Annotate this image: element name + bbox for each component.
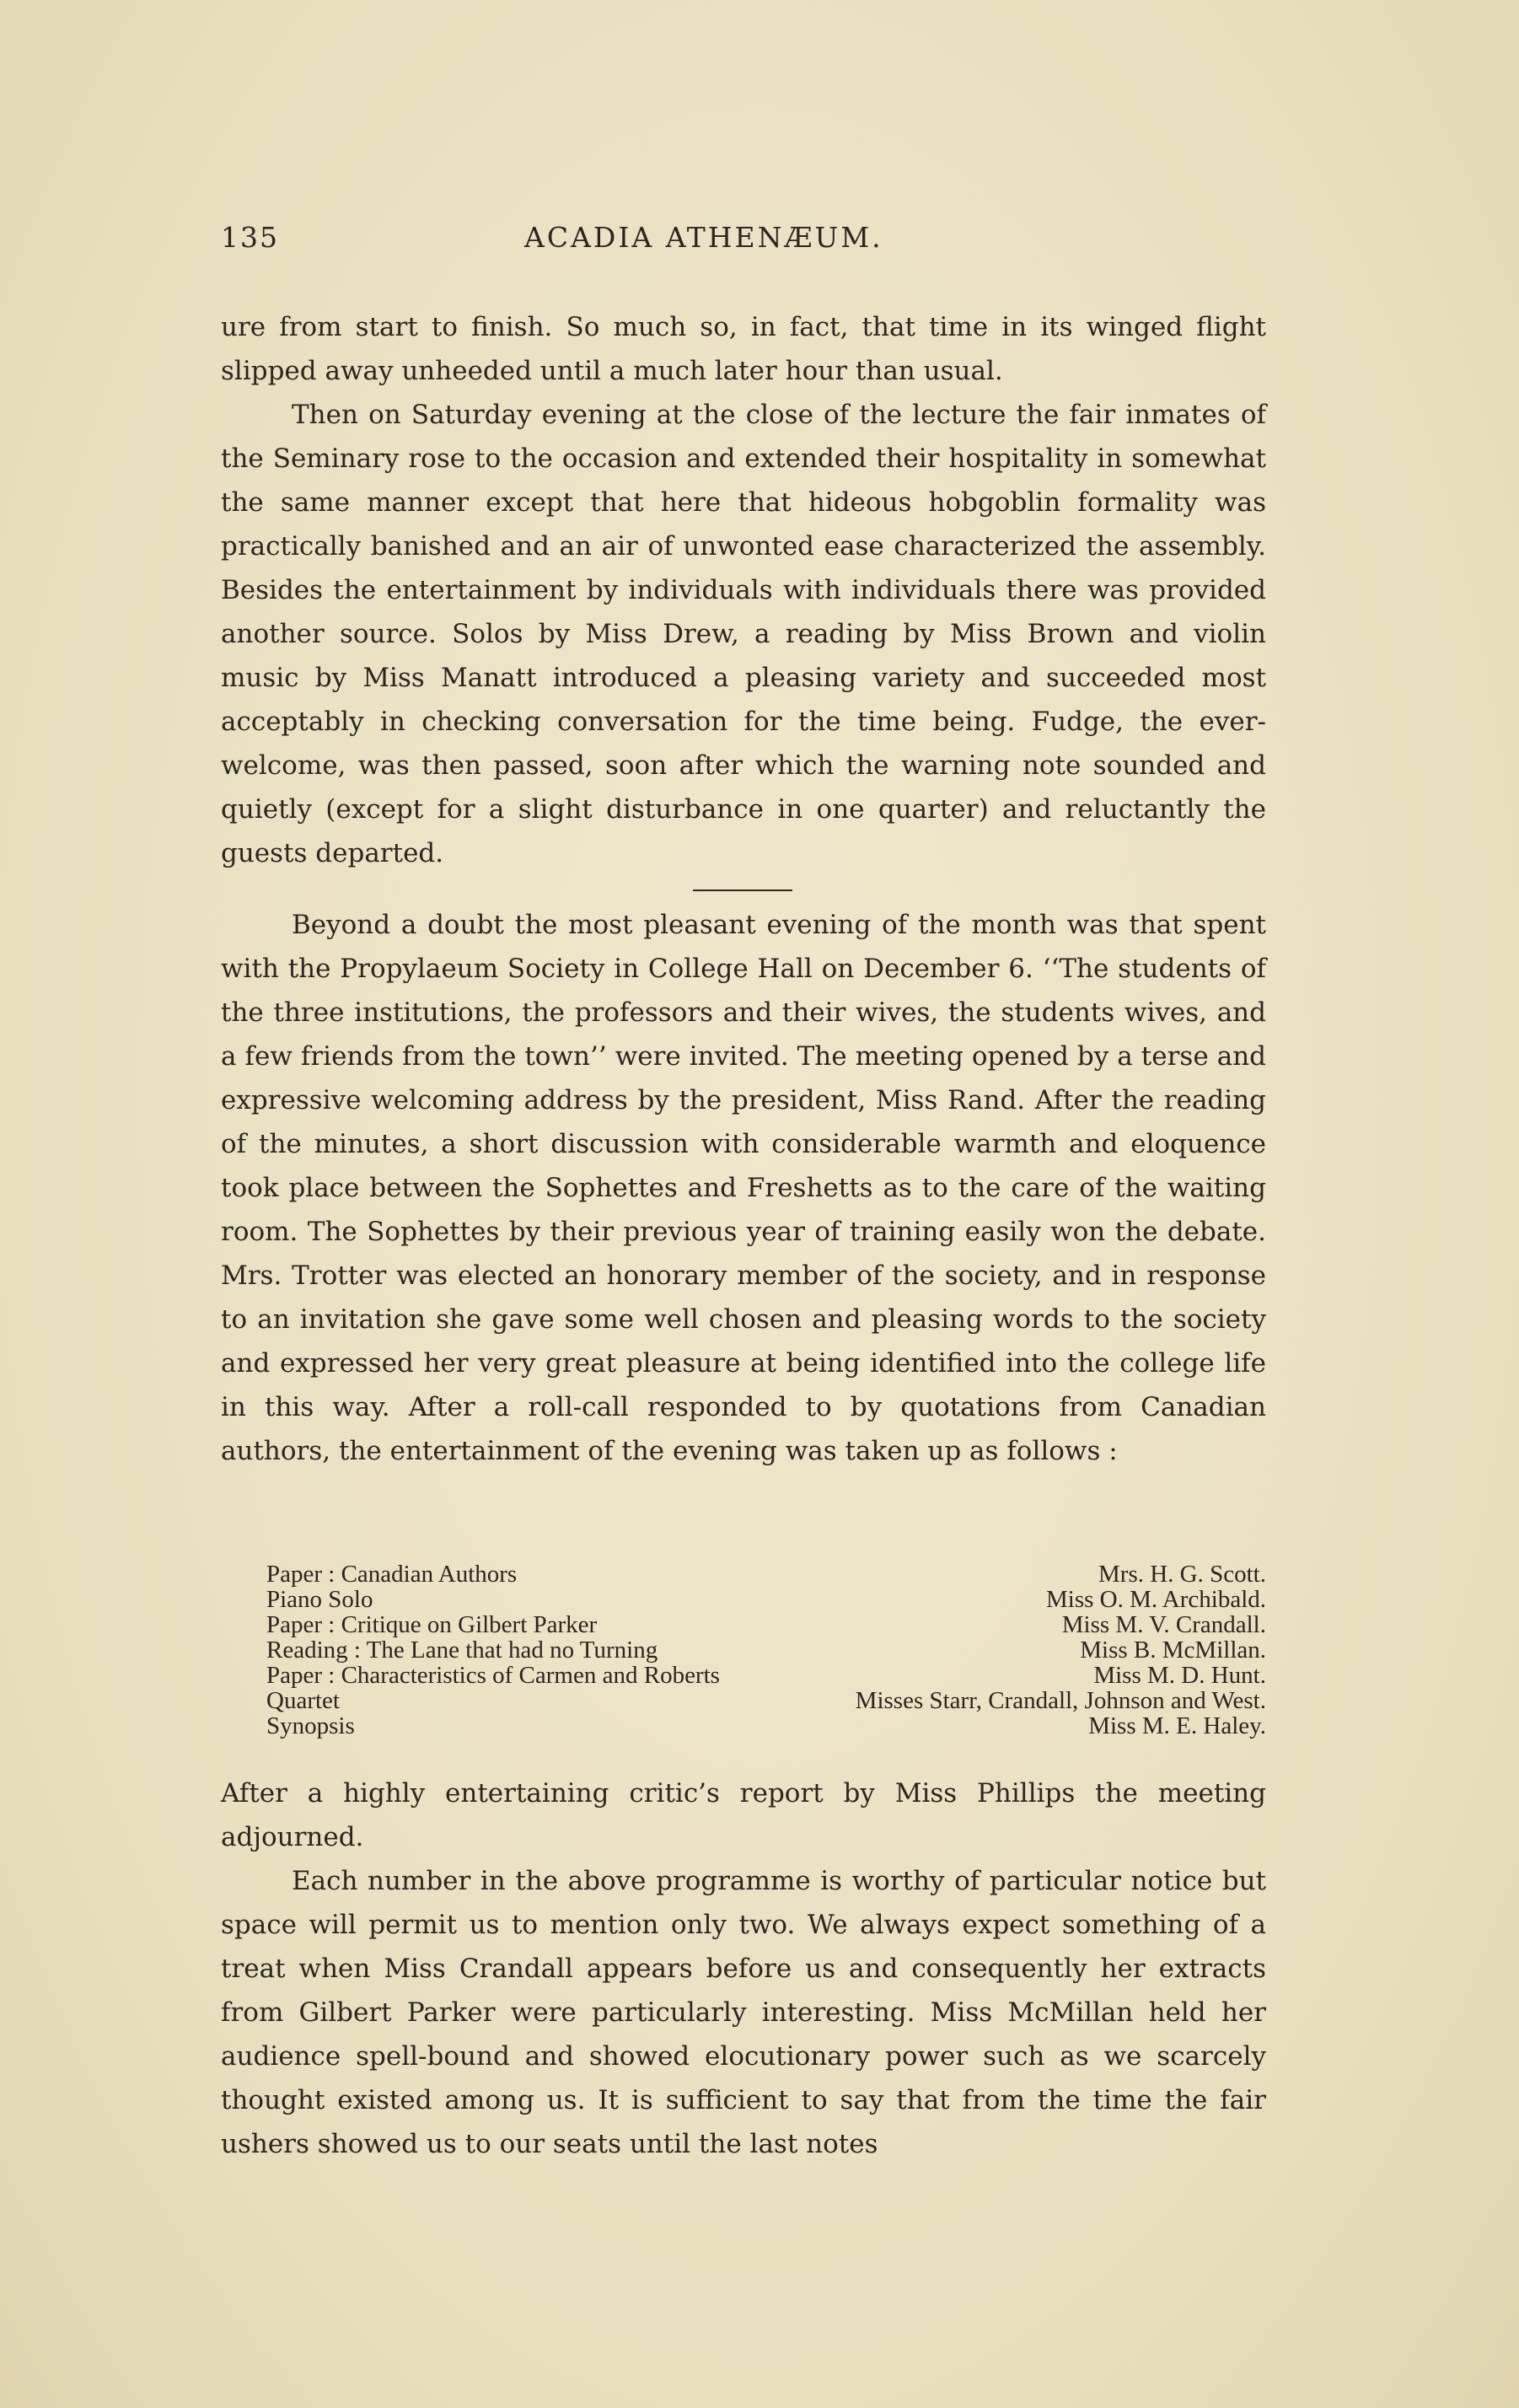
programme-item: Paper : Critique on Gilbert Parker [266,1611,598,1638]
programme-row [266,1713,1266,1739]
section-divider [693,890,792,891]
paragraph-propylaeum: Beyond a doubt the most pleasant evening of the month was that spent with the Propylaeum Society in College Hall on December 6. ‘‘The students of the three institutions, the professors and their wives, the students wives, and a few friends from the town’’ were invited. The meeting opened by a terse and expressive welcoming address by the president, Miss Rand. After the reading of the minutes, a short discussion with considerable warmth and eloquence took place between the Sophettes and Freshetts as to the care of the waiting room. The Sophettes by their previous year of training easily won the debate. Mrs. Trotter was elected an honorary member of the society, and in response to an invitation she gave some well chosen and pleasing words to the society and expressed her very great pleasure at being identified into the college life in this way. After a roll-call responded to by quotations from Canadian authors, the entertainment of the evening was taken up as follows : [221,910,1266,1466]
paragraph-adjourned: After a highly entertaining critic’s report by Miss Phillips the meeting adjourned. [221,1778,1266,1852]
programme-item: Paper : Characteristics of Carmen and Roberts [266,1662,720,1689]
propylaeum-section [221,903,1266,1473]
programme-row [266,1663,1266,1688]
running-header [221,221,1266,263]
programme-performer: Mrs. H. G. Scott. [1098,1561,1266,1588]
programme-list [266,1561,1266,1739]
programme-item: Synopsis [266,1712,355,1739]
paragraph-final: Each number in the above programme is worthy of particular notice but space will permit us to mention only two. We always expect something of a treat when Miss Crandall appears before us and consequently her extracts from Gilbert Parker were particularly interesting. Miss McMillan held her audience spell-bound and showed elocutionary power such as we scarcely thought existed among us. It is sufficient to say that from the time the fair ushers showed us to our seats until the last notes [221,1866,1266,2159]
programme-row [266,1612,1266,1637]
paragraph-continued: ure from start to finish. So much so, in fact, that time in its winged flight slipped away unheeded until a much later hour than usual. [221,312,1266,386]
programme-row [266,1688,1266,1713]
programme-item: Reading : The Lane that had no Turning [266,1637,658,1664]
programme-performer: Miss O. M. Archibald. [1046,1586,1266,1613]
programme-performer: Miss M. V. Crandall. [1061,1611,1266,1638]
programme-row [266,1587,1266,1612]
programme-performer: Misses Starr, Crandall, Johnson and West. [855,1687,1266,1714]
programme-item: Piano Solo [266,1586,373,1613]
programme-row [266,1637,1266,1663]
programme-item: Quartet [266,1687,340,1714]
paragraph-seminary: Then on Saturday evening at the close of the lecture the fair inmates of the Seminary rose to the occasion and extended their hospitality in somewhat the same manner except that here that hideous hobgoblin formality was practically banished and an air of unwonted ease characterized the assembly. Besides the entertainment by individuals with individuals there was provided another source. Solos by Miss Drew, a reading by Miss Brown and violin music by Miss Manatt introduced a pleasing variety and succeeded most acceptably in checking conversation for the time being. Fudge, the ever-welcome, was then passed, soon after which the warning note sounded and quietly (except for a slight disturbance in one quarter) and reluctantly the guests departed. [221,400,1266,868]
top-section [221,305,1266,875]
closing-section [221,1771,1266,2166]
programme-performer: Miss M. D. Hunt. [1093,1662,1266,1689]
programme-row [266,1561,1266,1587]
programme-item: Paper : Canadian Authors [266,1561,518,1588]
programme-performer: Miss M. E. Haley. [1088,1712,1266,1739]
programme-performer: Miss B. McMillan. [1080,1637,1266,1664]
running-title: ACADIA ATHENÆUM. [524,221,883,254]
page-number: 135 [221,221,279,254]
